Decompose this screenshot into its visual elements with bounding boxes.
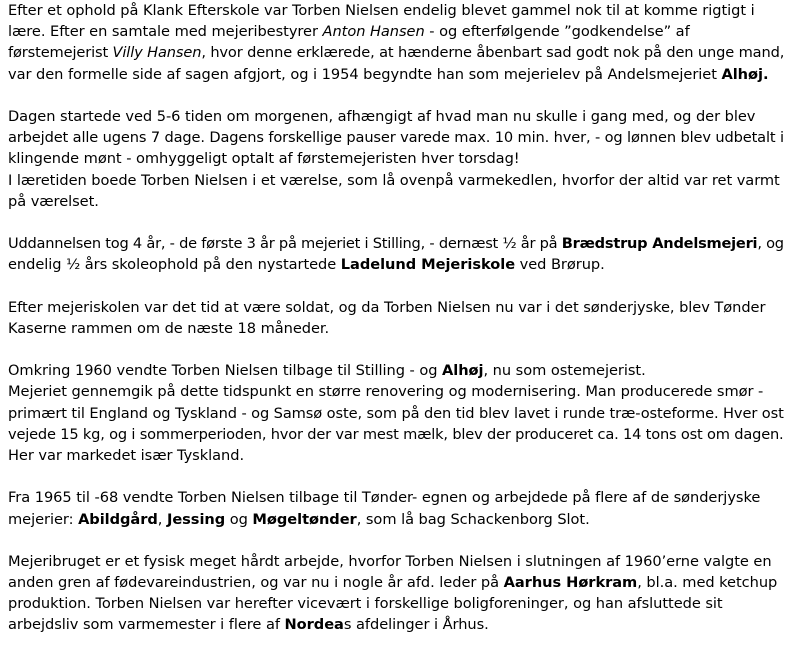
text-run: - og efterfølgende ”godkendelse” af: [424, 23, 690, 41]
text-run: arbejdet alle ugens 7 dage. Dagens forskellige pauser varede max. 10 min. hver, - og lønnen blev udbetalt i: [8, 129, 784, 147]
text-line: [8, 424, 784, 445]
paragraph-gap: [8, 530, 784, 551]
text-run: Kaserne rammen om de næste 18 måneder.: [8, 319, 330, 337]
text-run: og: [225, 510, 253, 528]
text-run: , som lå bag Schackenborg Slot.: [356, 510, 590, 528]
bold-text: Jessing: [166, 510, 226, 528]
text-line: [8, 593, 784, 614]
text-run: , og: [757, 235, 784, 253]
text-run: Her var markedet især Tyskland.: [8, 446, 245, 464]
text-line: [8, 191, 784, 212]
bold-text: Abildgård: [78, 510, 158, 528]
text-line: [8, 148, 784, 169]
paragraph-gap: [8, 466, 784, 487]
text-line: [8, 445, 784, 466]
text-run: på værelset.: [8, 192, 99, 210]
paragraph: [8, 360, 784, 466]
text-run: Omkring 1960 vendte Torben Nielsen tilbage til Stilling - og: [8, 362, 443, 380]
text-line: [8, 42, 784, 63]
text-line: [8, 551, 784, 572]
text-run: Mejeribruget er et fysisk meget hårdt arbejde, hvorfor Torben Nielsen i slutningen af 1960’erne valgte en: [8, 552, 772, 570]
paragraph: [8, 106, 784, 212]
text-run: endelig ½ års skoleophold på den nystartede: [8, 256, 341, 274]
bold-text: Alhøj: [442, 362, 484, 380]
text-line: [8, 254, 784, 275]
text-run: ved Brørup.: [515, 256, 605, 274]
text-line: [8, 509, 784, 530]
text-run: Efter mejeriskolen var det tid at være soldat, og da Torben Nielsen nu var i det sønderjyske, blev Tønder: [8, 298, 766, 316]
text-line: [8, 487, 784, 508]
text-run: , hvor denne erklærede, at hænderne åbenbart sad godt nok på den unge mand,: [201, 44, 785, 62]
text-run: klingende mønt - omhyggeligt optalt af førstemejeristen hver torsdag!: [8, 150, 520, 168]
text-line: [8, 381, 784, 402]
text-run: Uddannelsen tog 4 år, - de første 3 år på mejeriet i Stilling, - dernæst ½ år på: [8, 235, 562, 253]
text-line: [8, 233, 784, 254]
bold-text: Ladelund Mejeriskole: [340, 256, 516, 274]
text-run: vejede 15 kg, og i sommerperioden, hvor der var mest mælk, blev der produceret ca. 14 tons ost om dagen.: [8, 425, 784, 443]
text-run: lære. Efter en samtale med mejeribestyrer: [8, 23, 323, 41]
paragraph-gap: [8, 85, 784, 106]
text-run: arbejdsliv som varmemester i flere af: [8, 616, 285, 634]
paragraph: [8, 233, 784, 275]
text-run: førstemejerist: [8, 44, 113, 62]
text-run: ,: [157, 510, 167, 528]
text-run: Efter et ophold på Klank Efterskole var Torben Nielsen endelig blevet gammel nok til at komme rigtigt i: [8, 2, 755, 19]
bold-text: Brædstrup Andelsmejeri: [561, 235, 758, 253]
text-run: mejerier:: [8, 510, 79, 528]
text-line: [8, 21, 784, 42]
text-run: var den formelle side af sagen afgjort, og i 1954 begyndte han som mejerielev på Andelsmejeriet: [8, 65, 722, 83]
document-body: [8, 0, 784, 636]
text-line: [8, 106, 784, 127]
italic-text: Villy Hansen: [112, 44, 202, 62]
text-line: [8, 127, 784, 148]
text-line: [8, 614, 784, 635]
italic-text: Anton Hansen: [322, 23, 425, 41]
paragraph-gap: [8, 339, 784, 360]
text-line: [8, 0, 784, 21]
paragraph-gap: [8, 275, 784, 296]
text-line: [8, 170, 784, 191]
text-run: , bl.a. med ketchup: [637, 574, 778, 592]
bold-text: Nordea: [284, 616, 344, 634]
text-run: Fra 1965 til -68 vendte Torben Nielsen tilbage til Tønder- egnen og arbejdede på flere af de sønderjyske: [8, 489, 761, 507]
paragraph-gap: [8, 212, 784, 233]
text-run: Mejeriet gennemgik på dette tidspunkt en større renovering og modernisering. Man producerede smør -: [8, 383, 764, 401]
paragraph: [8, 0, 784, 85]
text-run: primært til England og Tyskland - og Samsø oste, som på den tid blev lavet i runde træ-osteforme. Hver ost: [8, 404, 784, 422]
text-line: [8, 318, 784, 339]
paragraph: [8, 551, 784, 636]
text-run: produktion. Torben Nielsen var herefter vicevært i forskellige boligforeninger, og han afsluttede sit: [8, 595, 723, 613]
text-run: , nu som ostemejerist.: [483, 362, 646, 380]
text-run: I læretiden boede Torben Nielsen i et værelse, som lå ovenpå varmekedlen, hvorfor der altid var ret varmt: [8, 171, 780, 189]
bold-text: Aarhus Hørkram: [503, 574, 638, 592]
paragraph: [8, 487, 784, 529]
bold-text: Møgeltønder: [252, 510, 357, 528]
bold-text: Alhøj.: [721, 65, 769, 83]
text-run: Dagen startede ved 5-6 tiden om morgenen, afhængigt af hvad man nu skulle i gang med, og der blev: [8, 107, 756, 125]
text-run: anden gren af fødevareindustrien, og var nu i nogle år afd. leder på: [8, 574, 504, 592]
text-line: [8, 64, 784, 85]
text-line: [8, 360, 784, 381]
text-line: [8, 403, 784, 424]
text-line: [8, 297, 784, 318]
text-line: [8, 572, 784, 593]
paragraph: [8, 297, 784, 339]
text-run: s afdelinger i Århus.: [343, 616, 489, 634]
